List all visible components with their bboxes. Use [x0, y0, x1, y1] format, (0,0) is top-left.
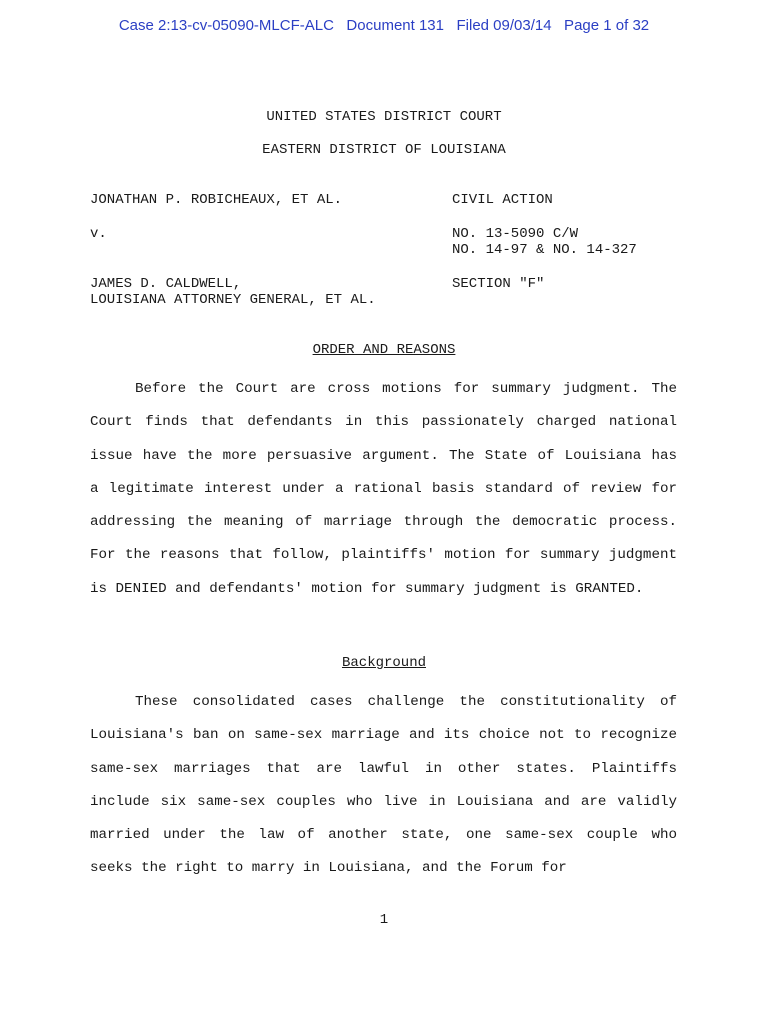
- court-name: UNITED STATES DISTRICT COURT: [266, 109, 502, 125]
- civil-action-label: CIVIL ACTION: [452, 192, 553, 208]
- plaintiff-name: JONATHAN P. ROBICHEAUX, ET AL.: [90, 192, 343, 208]
- page-number: 1: [379, 912, 389, 928]
- section-label: SECTION "F": [452, 276, 545, 292]
- order-title: ORDER AND REASONS: [312, 342, 456, 358]
- defendant-name: JAMES D. CALDWELL,: [90, 276, 242, 292]
- case-number-1: NO. 13-5090 C/W: [452, 226, 579, 242]
- defendant-title: LOUISIANA ATTORNEY GENERAL, ET AL.: [90, 292, 376, 308]
- court-district: EASTERN DISTRICT OF LOUISIANA: [262, 142, 506, 158]
- filing-stamp: Case 2:13-cv-05090-MLCF-ALC Document 131 Filed 09/03/14 Page 1 of 32: [118, 17, 650, 34]
- paragraph-background: These consolidated cases challenge the constitutionality of Louisiana's ban on same-sex marriage and its choice not to recognize same-sex marriages that are lawful in other states. Plaintiffs include six same-sex couples who live in Louisiana and are validly married under the law of another state, one same-sex couple who seeks the right to marry in Louisiana, and the Forum for: [90, 694, 677, 877]
- background-heading: Background: [341, 655, 426, 671]
- case-number-2: NO. 14-97 & NO. 14-327: [452, 242, 637, 258]
- versus-label: v.: [90, 226, 107, 242]
- paragraph-intro: Before the Court are cross motions for summary judgment. The Court finds that defendants in this passionately charged national issue have the more persuasive argument. The State of Louisiana has a legitimate interest under a rational basis standard of review for addressing the meaning of marriage through the democratic process. For the reasons that follow, plaintiffs' motion for summary judgment is DENIED and defendants' motion for summary judgment is GRANTED.: [90, 381, 677, 597]
